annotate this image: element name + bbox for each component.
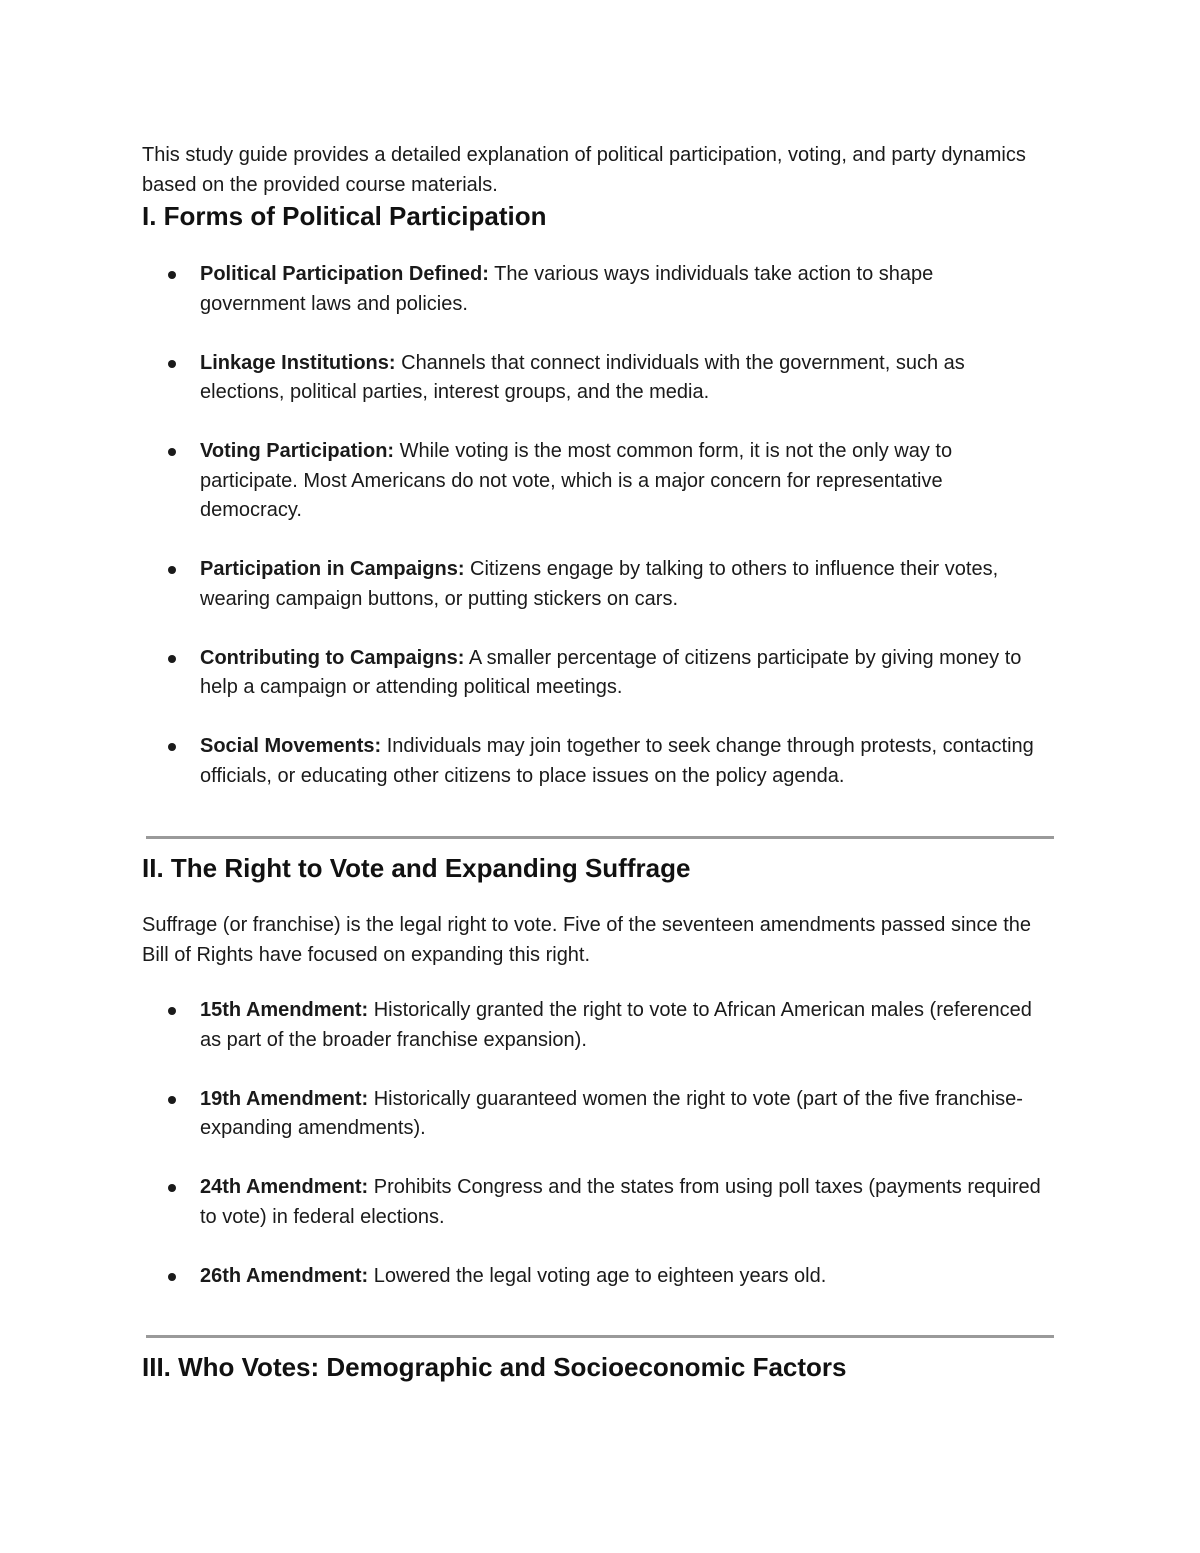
list-item-term: 26th Amendment: (200, 1264, 369, 1287)
list-item-text: Prohibits Congress and the states from using poll taxes (payments required to vote) in federal elections. (200, 1176, 1041, 1228)
bullet-icon (168, 360, 176, 368)
bullet-icon (168, 1273, 176, 1281)
bullet-icon (168, 1184, 176, 1192)
list-item (142, 1262, 1042, 1292)
list-item (142, 996, 1042, 1055)
list-item-term: Participation in Campaigns: (200, 558, 465, 580)
intro-paragraph: This study guide provides a detailed explanation of political participation, voting, and party dynamics based on the provided course materials. (142, 144, 1026, 196)
bullet-icon (168, 271, 176, 279)
list-item-text: Citizens engage by talking to others to influence their votes, wearing campaign buttons, or putting stickers on cars. (200, 558, 999, 610)
bullet-icon (168, 448, 176, 456)
list-item-text: Channels that connect individuals with the government, such as elections, political parties, interest groups, and the media. (200, 351, 965, 403)
section-heading-right-to-vote: II. The Right to Vote and Expanding Suffrage (142, 853, 691, 883)
list-item-text: Historically granted the right to vote to African American males (referenced as part of the broader franchise expansion). (200, 999, 1032, 1051)
list-item (142, 555, 1042, 614)
list-item-term: Contributing to Campaigns: (200, 646, 465, 669)
bullet-icon (168, 1007, 176, 1015)
list-item-term: Political Participation Defined: (200, 263, 489, 285)
list-item (142, 260, 1042, 319)
list-item (142, 437, 1042, 526)
list-item-term: 15th Amendment: (200, 999, 369, 1021)
list-item-term: 24th Amendment: (200, 1176, 369, 1198)
list-item-text: The various ways individuals take action to shape government laws and policies. (200, 263, 934, 315)
list-item (142, 732, 1042, 791)
list-item-text: Individuals may join together to seek change through protests, contacting officials, or educating other citizens to place issues on the policy agenda. (200, 735, 1034, 787)
list-item-text: A smaller percentage of citizens participate by giving money to help a campaign or attending political meetings. (200, 646, 1022, 698)
participation-forms-list (142, 260, 1042, 791)
list-item (142, 1085, 1042, 1144)
amendments-list (142, 996, 1042, 1291)
list-item-term: Social Movements: (200, 735, 382, 757)
list-item-term: 19th Amendment: (200, 1087, 369, 1110)
section-divider (146, 836, 1054, 839)
suffrage-paragraph: Suffrage (or franchise) is the legal right to vote. Five of the seventeen amendments passed since the Bill of Rights have focused on expanding this right. (142, 914, 1032, 966)
list-item (142, 1173, 1042, 1232)
bullet-icon (168, 743, 176, 751)
list-item (142, 349, 1042, 408)
list-item (142, 644, 1042, 703)
list-item-term: Linkage Institutions: (200, 351, 396, 374)
section-divider (146, 1335, 1054, 1338)
bullet-icon (168, 566, 176, 574)
list-item-text: While voting is the most common form, it is not the only way to participate. Most Americans do not vote, which is a major concern for representative democracy. (200, 440, 953, 521)
list-item-text: Historically guaranteed women the right to vote (part of the five franchise-expanding amendments). (200, 1087, 1023, 1139)
list-item-text: Lowered the legal voting age to eighteen years old. (368, 1264, 827, 1287)
list-item-term: Voting Participation: (200, 440, 395, 462)
section-heading-who-votes: III. Who Votes: Demographic and Socioeconomic Factors (142, 1352, 847, 1382)
bullet-icon (168, 1096, 176, 1104)
bullet-icon (168, 655, 176, 663)
section-heading-forms-of-participation: I. Forms of Political Participation (142, 201, 547, 231)
